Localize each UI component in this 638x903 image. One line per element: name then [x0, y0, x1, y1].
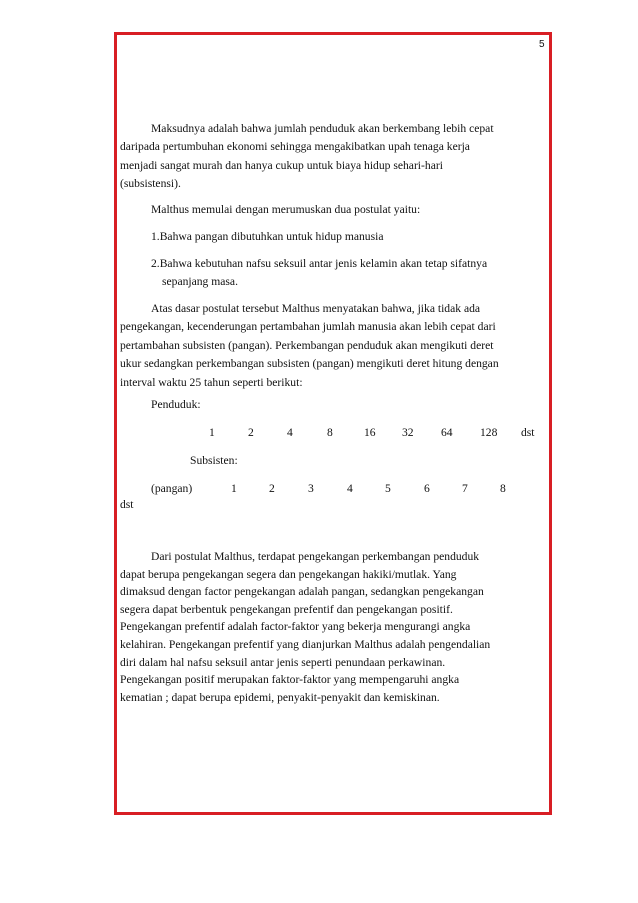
penduduk-value: 8 — [327, 426, 333, 439]
text-line: kematian ; dapat berupa epidemi, penyakit-penyakit dan kemiskinan. — [120, 690, 440, 704]
paragraph-4 — [120, 548, 544, 706]
penduduk-value: 128 — [480, 426, 498, 439]
text-line: pertambahan subsisten (pangan). Perkembangan penduduk akan mengikuti deret — [120, 338, 494, 352]
text-line: dapat berupa pengekangan segera dan pengekangan hakiki/mutlak. Yang — [120, 567, 457, 581]
pangan-value: 8 — [500, 482, 506, 495]
list-item: 2.Bahwa kebutuhan nafsu seksuil antar jenis kelamin akan tetap sifatnya — [151, 257, 488, 270]
text-line: kelahiran. Pengekangan prefentif yang dianjurkan Malthus adalah pengendalian — [120, 637, 491, 651]
paragraph-3 — [120, 300, 544, 392]
penduduk-value: 32 — [402, 426, 414, 439]
pangan-value: 5 — [385, 482, 391, 495]
postulate-list-2 — [120, 255, 544, 292]
penduduk-value: 2 — [248, 426, 254, 439]
text-line: ukur sedangkan perkembangan subsisten (pangan) mengikuti deret hitung dengan — [120, 357, 499, 371]
text-line: Pengekangan prefentif adalah factor-faktor yang bekerja mengurangi angka — [120, 620, 471, 634]
text-line: (subsistensi). — [120, 177, 181, 191]
pangan-value: 6 — [424, 482, 430, 495]
page-number: 5 — [539, 39, 545, 50]
penduduk-value: dst — [521, 426, 535, 439]
text-line: dimaksud dengan factor pengekangan adalah pangan, sedangkan pengekangan — [120, 585, 484, 599]
paragraph-2 — [120, 201, 544, 219]
pangan-value: 7 — [462, 482, 468, 495]
pangan-value: 1 — [231, 482, 237, 495]
list-item: 1.Bahwa pangan dibutuhkan untuk hidup manusia — [151, 230, 384, 243]
text-line: interval waktu 25 tahun seperti berikut: — [120, 375, 303, 389]
pangan-label: (pangan) — [151, 482, 193, 495]
pangan-value: 4 — [347, 482, 353, 495]
text-line: Maksudnya adalah bahwa jumlah penduduk akan berkembang lebih cepat — [151, 122, 494, 135]
penduduk-label: Penduduk: — [151, 398, 201, 411]
text-line: pengekangan, kecenderungan pertambahan jumlah manusia akan lebih cepat dari — [120, 320, 496, 334]
penduduk-value: 1 — [209, 426, 215, 439]
penduduk-value: 64 — [441, 426, 453, 439]
penduduk-value: 16 — [364, 426, 376, 439]
paragraph-1 — [120, 120, 544, 194]
list-item-continuation: sepanjang masa. — [162, 275, 238, 289]
text-line: Malthus memulai dengan merumuskan dua postulat yaitu: — [151, 203, 421, 216]
text-line: Atas dasar postulat tersebut Malthus menyatakan bahwa, jika tidak ada — [151, 302, 481, 315]
subsisten-label: Subsisten: — [190, 454, 238, 467]
text-line: diri dalam hal nafsu seksuil antar jenis seperti penundaan perkawinan. — [120, 655, 446, 669]
text-line: daripada pertumbuhan ekonomi sehingga mengakibatkan upah tenaga kerja — [120, 140, 470, 154]
pangan-value: 3 — [308, 482, 314, 495]
text-line: Dari postulat Malthus, terdapat pengekangan perkembangan penduduk — [151, 550, 480, 563]
postulate-list — [120, 228, 544, 246]
pangan-dst: dst — [120, 498, 134, 511]
text-line: menjadi sangat murah dan hanya cukup untuk biaya hidup sehari-hari — [120, 158, 443, 172]
text-line: segera dapat berbentuk pengekangan prefentif dan pengekangan positif. — [120, 602, 453, 616]
penduduk-value: 4 — [287, 426, 293, 439]
pangan-value: 2 — [269, 482, 275, 495]
text-line: Pengekangan positif merupakan faktor-faktor yang mempengaruhi angka — [120, 673, 460, 687]
